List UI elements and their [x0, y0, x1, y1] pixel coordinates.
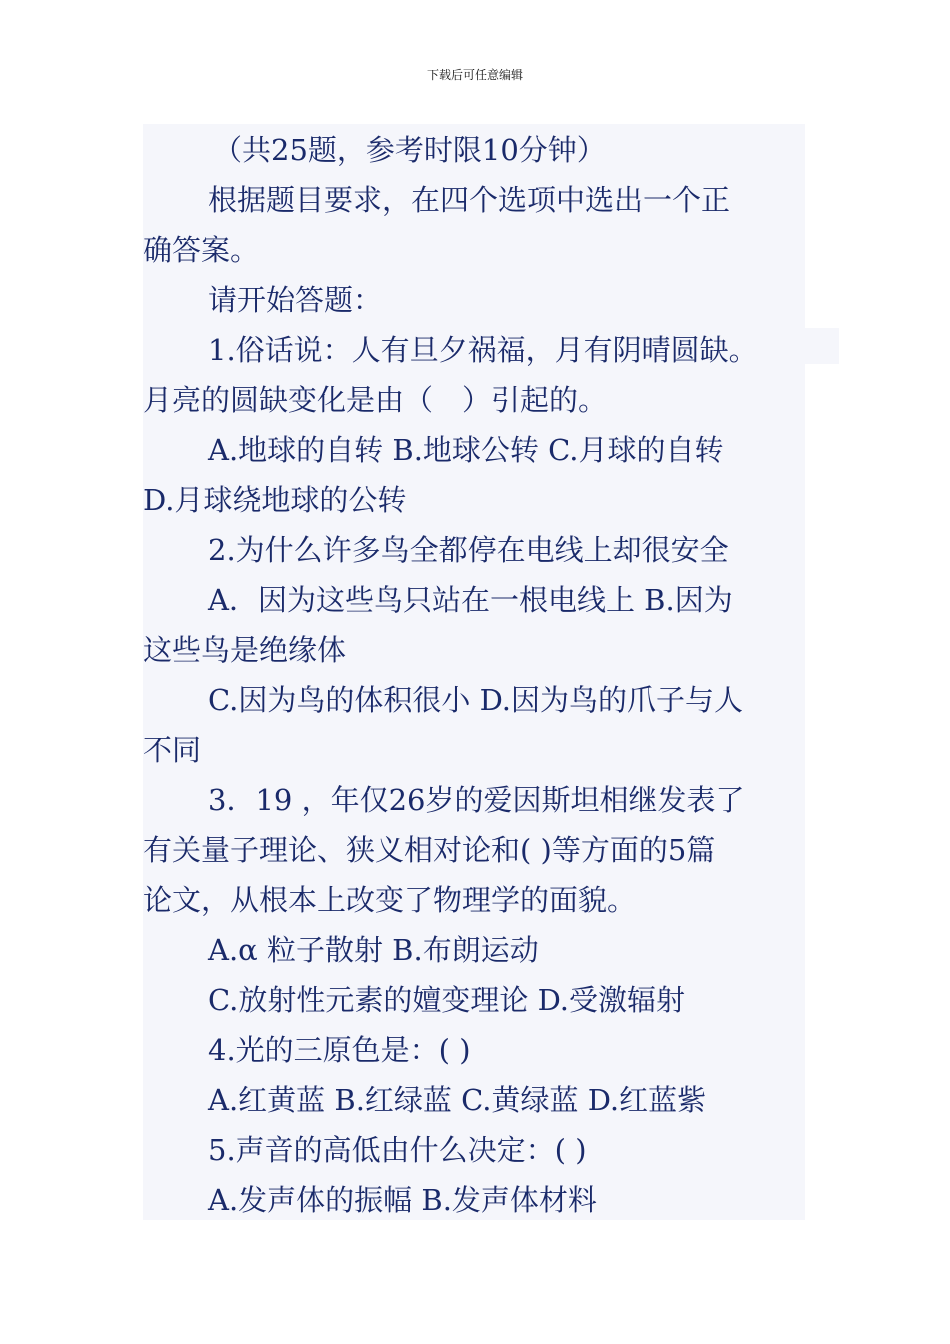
question-2-options: 不同 [143, 733, 202, 767]
question-1: 1.俗话说：人有旦夕祸福，月有阴晴圆缺。 [208, 333, 758, 367]
question-3-options: C.放射性元素的嬗变理论 D.受激辐射 [208, 983, 686, 1017]
question-2-options: C.因为鸟的体积很小 D.因为鸟的爪子与人 [208, 683, 744, 717]
question-2: 2.为什么许多鸟全都停在电线上却很安全 [208, 533, 729, 567]
instruction-line: 确答案。 [143, 233, 260, 267]
question-1: 月亮的圆缺变化是由（ ）引起的。 [143, 383, 608, 417]
question-1-options: A.地球的自转 B.地球公转 C.月球的自转 [208, 433, 724, 467]
question-3-options: A.α 粒子散射 B.布朗运动 [208, 933, 539, 967]
question-3: 3．19 ，年仅26岁的爱因斯坦相继发表了 [208, 783, 745, 817]
question-3: 有关量子理论、狭义相对论和( )等方面的5篇 [143, 833, 716, 867]
question-5-options: A.发声体的振幅 B.发声体材料 [208, 1183, 597, 1217]
question-4: 4.光的三原色是：( ) [208, 1033, 471, 1067]
start-prompt: 请开始答题： [208, 283, 383, 317]
question-5: 5.声音的高低由什么决定：( ) [208, 1133, 587, 1167]
question-2-options: A．因为这些鸟只站在一根电线上 B.因为 [208, 583, 733, 617]
question-3: 论文，从根本上改变了物理学的面貌。 [143, 883, 637, 917]
page-header: 下载后可任意编辑 [426, 68, 523, 82]
question-2-options: 这些鸟是绝缘体 [143, 633, 347, 667]
time-limit-line: （共25题，参考时限10分钟） [213, 133, 606, 167]
question-4-options: A.红黄蓝 B.红绿蓝 C.黄绿蓝 D.红蓝紫 [208, 1083, 707, 1117]
document-body-overflow [805, 328, 839, 364]
question-1-options: D.月球绕地球的公转 [143, 483, 407, 517]
instruction-line: 根据题目要求，在四个选项中选出一个正 [208, 183, 731, 217]
